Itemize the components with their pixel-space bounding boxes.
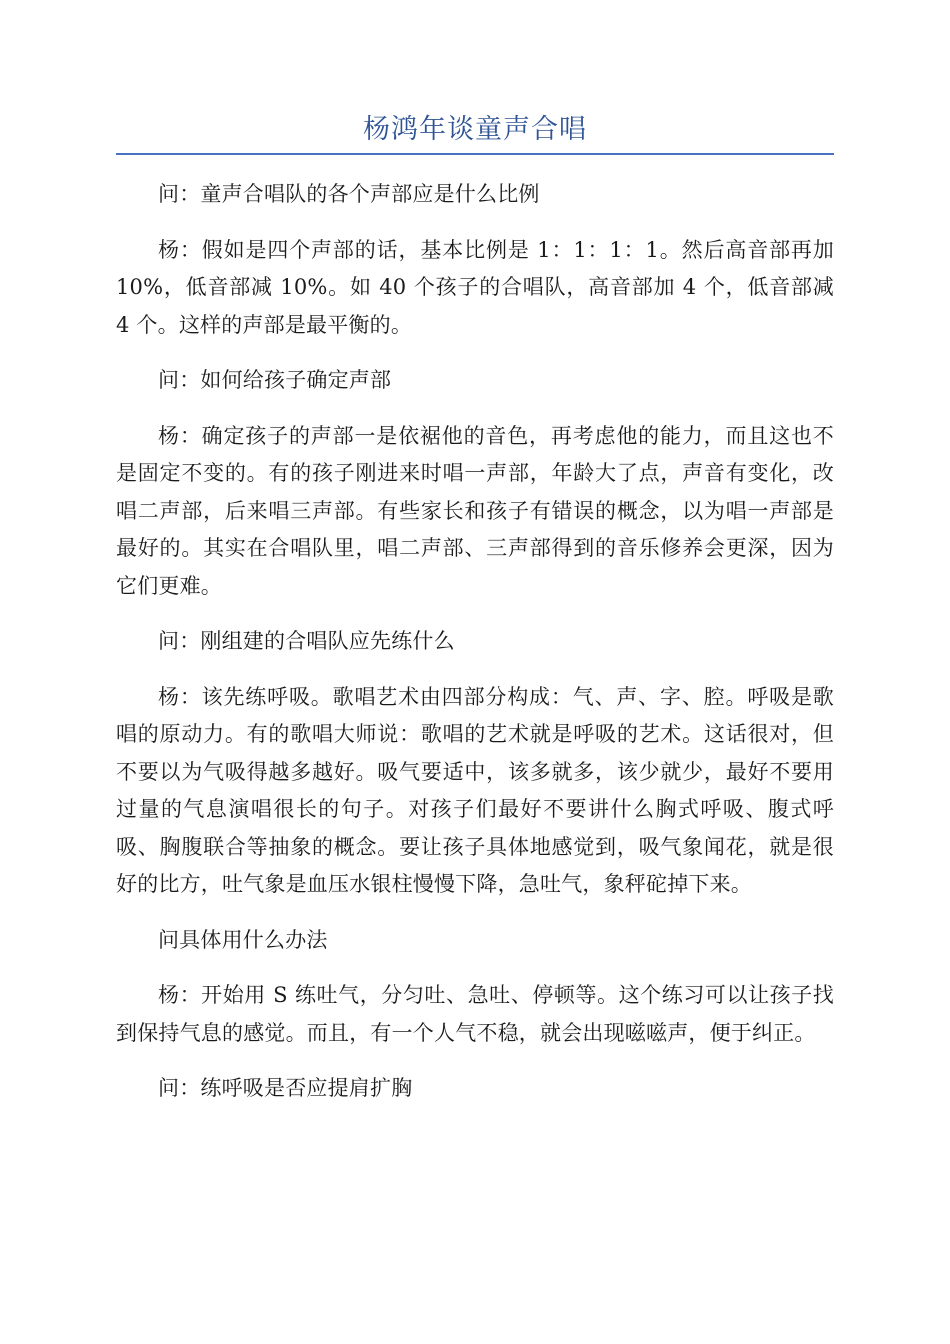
document-body: [116, 176, 834, 1108]
document-title: 杨鸿年谈童声合唱: [363, 114, 587, 145]
question-paragraph: 问具体用什么办法: [158, 927, 328, 952]
question-paragraph: 问：刚组建的合唱队应先练什么: [158, 629, 455, 653]
answer-paragraph: 杨：假如是四个声部的话，基本比例是 1：1：1：1。然后高音部再加 10%，低音部减 10%。如 40 个孩子的合唱队，高音部加 4 个，低音部减 4 个。这样的声部是最平衡的。: [116, 237, 834, 337]
answer-paragraph: 杨：开始用 S 练吐气，分匀吐、急吐、停顿等。这个练习可以让孩子找到保持气息的感觉。而且，有一个人气不稳，就会出现嗞嗞声，便于纠正。: [116, 983, 834, 1045]
question-paragraph: 问：如何给孩子确定声部: [158, 368, 392, 392]
answer-paragraph: 杨：确定孩子的声部一是依裾他的音色，再考虑他的能力，而且这也不是固定不变的。有的孩子刚进来时唱一声部，年龄大了点，声音有变化，改唱二声部，后来唱三声部。有些家长和孩子有错误的概念，以为唱一声部是最好的。其实在合唱队里，唱二声部、三声部得到的音乐修养会更深，因为它们更难。: [116, 423, 834, 598]
answer-paragraph: 杨：该先练呼吸。歌唱艺术由四部分构成：气、声、字、腔。呼吸是歌唱的原动力。有的歌唱大师说：歌唱的艺术就是呼吸的艺术。这话很对，但不要以为气吸得越多越好。吸气要适中，该多就多，该少就少，最好不要用过量的气息演唱很长的句子。对孩子们最好不要讲什么胸式呼吸、腹式呼吸、胸腹联合等抽象的概念。要让孩子具体地感觉到，吸气象闻花，就是很好的比方，吐气象是血压水银柱慢慢下降，急吐气，象秤砣掉下来。: [116, 684, 834, 896]
question-paragraph: 问：练呼吸是否应提肩扩胸: [158, 1076, 413, 1100]
question-paragraph: 问：童声合唱队的各个声部应是什么比例: [158, 182, 540, 206]
title-underline: [116, 153, 834, 155]
